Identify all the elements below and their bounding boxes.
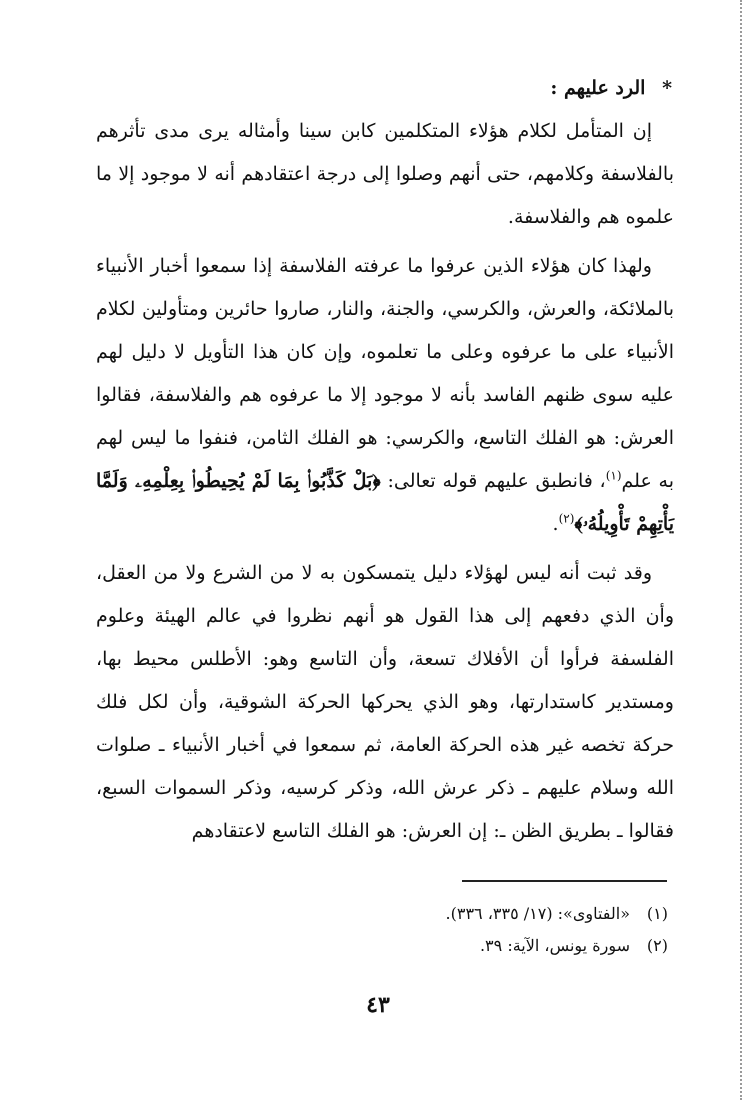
footnote-2-text: سورة يونس، الآية: ٣٩. [479,936,630,955]
footnote-ref-1: (١) [605,468,622,483]
page-body [96,70,674,859]
footnote-2-number: (٢) [646,936,668,955]
paragraph-2-text-middle: ، فانطبق عليهم قوله تعالى: [387,470,606,492]
page-edge-dotted-line [740,0,742,1100]
page-number: ٤٣ [366,992,390,1018]
paragraph-2 [96,245,674,546]
paragraph-2-text-after: . [552,513,559,535]
paragraph-3: وقد ثبت أنه ليس لهؤلاء دليل يتمسكون به لا من الشرع ولا من العقل، وأن الذي دفعهم إلى هذا القول هو أنهم نظروا في عالم الهيئة وعلوم الفلسفة فرأوا أن الأفلاك تسعة، وأن التاسع وهو: الأطلس محيط بها، ومستدير كاستدارتها، وهو الذي يحركها الحركة الشوقية، وأن لكل فلك حركة تخصه غير هذه الحركة العامة، ثم سمعوا في أخبار الأنبياء ـ صلوات الله وسلام عليهم ـ ذكر عرش الله، وذكر كرسيه، وذكر السموات السبع، فقالوا ـ بطريق الظن ـ: إن العرش: هو الفلك التاسع لاعتقادهم [96,562,674,842]
footnotes [96,898,674,962]
section-heading-title: الرد عليهم : [550,77,646,99]
footnote-1-text: «الفتاوى»: (١٧/ ٣٣٥، ٣٣٦). [445,904,630,923]
section-heading [96,70,674,110]
footnote-2 [96,930,674,962]
paragraph-2-text-before: ولهذا كان هؤلاء الذين عرفوا ما عرفته الفلاسفة إذا سمعوا أخبار الأنبياء بالملائكة، والعرش، والكرسي، والجنة، والنار، صاروا حائرين ومتأولين لكلام الأنبياء على ما عرفوه وعلى ما تعلموه، وإن كان هذا التأويل لا دليل لهم عليه سوى ظنهم الفاسد بأنه لا موجود إلا ما عرفوه هم والفلاسفة، فقالوا العرش: هو الفلك التاسع، والكرسي: هو الفلك الثامن، فنفوا ما ليس لهم به علم [96,255,674,492]
paragraph-1: إن المتأمل لكلام هؤلاء المتكلمين كابن سينا وأمثاله يرى مدى تأثرهم بالفلاسفة وكلامهم، حتى أنهم وصلوا إلى درجة اعتقادهم أنه لا موجود إلا ما علموه هم والفلاسفة. [96,120,674,228]
footnote-separator [462,880,667,882]
footnote-ref-2: (٢) [558,511,575,526]
footnote-1-number: (١) [646,904,668,923]
main-text [96,110,674,853]
star-bullet-icon: * [662,77,672,99]
footnote-1 [96,898,674,930]
quran-verse: ﴿بَلْ كَذَّبُوا۟ بِمَا لَمْ يُحِيطُوا۟ بِعِلْمِهِۦ وَلَمَّا يَأْتِهِمْ تَأْوِيلُهُۥ﴾ [96,470,674,535]
